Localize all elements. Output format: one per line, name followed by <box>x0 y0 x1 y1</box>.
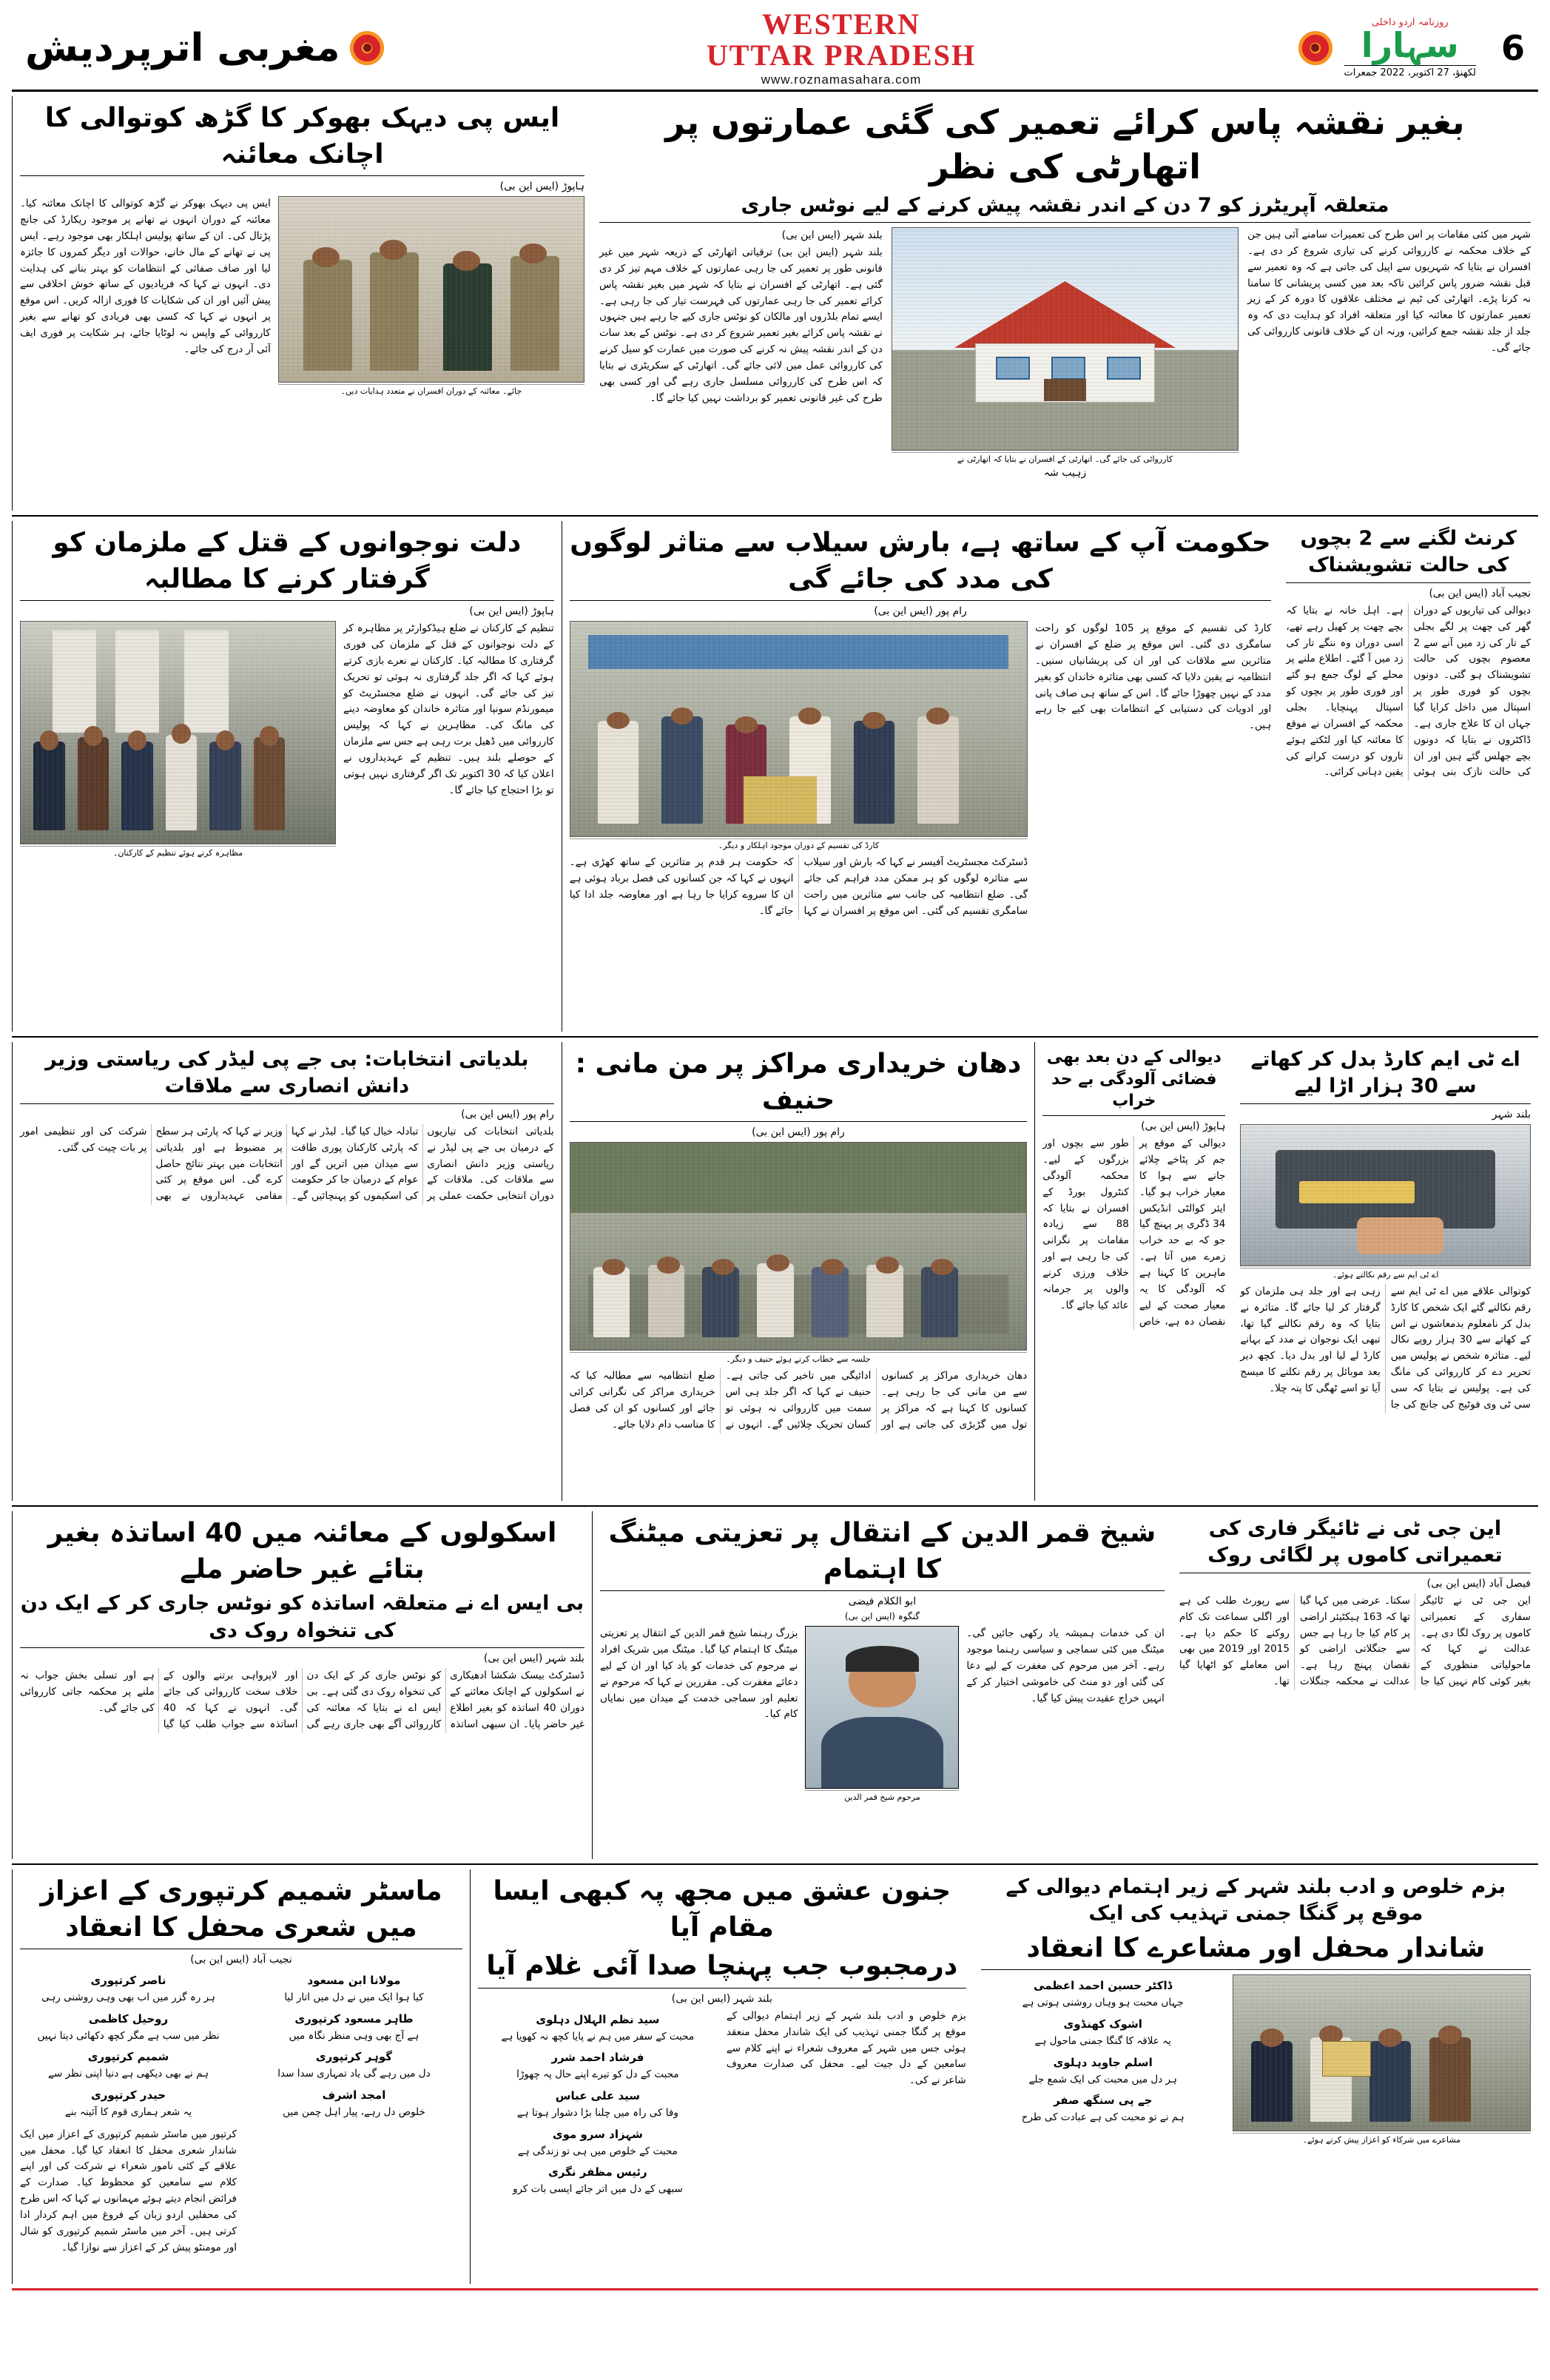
diwali-body: دیوالی کے موقع پر جم کر پٹاخے چلائے جانے سے ہوا کا معیار خراب ہو گیا۔ ایئر کوالٹی انڈیکس 34 ڈگری پر پہنچ گیا جو کہ بے حد خراب زمرے میں آتا ہے۔ ماہرین کا کہنا ہے کہ آلودگی کا یہ معیار صحت کے لیے نقصان دہ ہے، خاص طور سے بچوں اور بزرگوں کے لیے۔ محکمہ آلودگی کنٹرول بورڈ کے افسران نے بتایا کہ 88 سے زیادہ مقامات پر نگرانی کی جا رہی ہے اور خلاف ورزی کرنے والوں پر جرمانہ عائد کیا جائے گا۔ <box>1042 1137 1226 1328</box>
obituary-photo-caption: مرحوم شیخ قمر الدین <box>805 1790 959 1802</box>
poet-name: سید نظم الہلال دہلوی <box>536 2012 660 2026</box>
election-meeting-article <box>12 1042 562 1501</box>
current-body: دیوالی کی تیاریوں کے دوران گھر کی چھت پر لگے بجلی کے تار کی زد میں آنے سے 2 معصوم بچوں کی حالت تشویشناک ہو گئی۔ دونوں بچوں کو فوری طور پر اسپتال میں داخل کرایا گیا جہاں ان کا علاج جاری ہے۔ ڈاکٹروں نے بتایا کہ دونوں بچے جھلس گئے ہیں اور ان کی حالت نازک بنی ہوئی ہے۔ اہل خانہ نے بتایا کہ بچے چھت پر کھیل رہے تھے، اسی دوران وہ ننگے تار کی زد میں آ گئے۔ اطلاع ملنے پر محلے کے لوگ جمع ہو گئے اور فوری طور پر بچوں کو اسپتال پہنچایا۔ بجلی محکمہ کے افسران نے موقع کا معائنہ کیا اور لٹکتے ہوئے تاروں کو درست کرانے کی یقین دہانی کرائی۔ <box>1286 604 1531 779</box>
poet-verse: محبت کے سفر میں ہم نے پایا کچھ نہ کھویا ہے <box>501 2030 695 2043</box>
poet-name: سید علی عباس <box>555 2089 640 2103</box>
atm-byline: بلند شہر <box>1492 1108 1531 1120</box>
police-photo-caption: جائے۔ معائنہ کے دوران افسران نے متعدد ہدایات دیں۔ <box>278 384 584 396</box>
shami-body: کرتپور میں ماسٹر شمیم کرتپوری کے اعزاز میں ایک شاندار شعری محفل کا انعقاد کیا گیا۔ محفل میں علاقے کے کئی نامور شعراء نے شرکت کی اور اپنے کلام سے سامعین کو محظوظ کیا۔ صدارت کے فرائض انجام دیتے ہوئے مہمانوں نے کہا کہ اس طرح کی محفلیں اردو زبان کے فروغ میں اہم کردار ادا کرتی ہیں۔ آخر میں ماسٹر شمیم کرتپوری کو شال اور مومنٹو پیش کر کے اعزاز سے نوازا گیا۔ <box>20 2128 237 2253</box>
poet-verse: یہ شعر ہماری قوم کا آئینہ بنے <box>64 2106 192 2119</box>
band-three <box>12 1042 1538 1501</box>
poet-verse: ہے آج بھی وہی منظر نگاہ میں <box>289 2029 419 2042</box>
atm-fraud-article <box>1233 1042 1538 1501</box>
mushaira-award-photo <box>1233 1974 1531 2131</box>
poet-name: طاہر مسعود کرتپوری <box>294 2011 414 2026</box>
atm-card-photo <box>1240 1124 1531 1266</box>
shami-poetry-article <box>12 1869 470 2284</box>
flood-relief-article <box>562 521 1279 1032</box>
protest-photo <box>20 621 336 844</box>
poet-verse: محبت کے دل کو تیرے اپنے حال پہ چھوڑا <box>516 2068 679 2081</box>
poet-verse: ہر رہ گزر میں اب بھی وہی روشنی رہی <box>41 1991 215 2004</box>
police-headline: ایس پی دیہک بھوکر کا گڑھ کوتوالی کا اچانک معائنہ <box>44 103 560 169</box>
shami-poets-list <box>246 1969 462 2256</box>
atm-photo-caption: اے ٹی ایم سے رقم نکالتے ہوئے۔ <box>1240 1268 1531 1280</box>
poet-verse: نظر میں سب ہے مگر کچھ دکھائی دیتا نہیں <box>37 2029 220 2042</box>
band-four <box>12 1511 1538 1859</box>
bottom-red-rule <box>12 2288 1538 2290</box>
poet-verse: یہ علاقہ کا گنگا جمنی ماحول ہے <box>1034 2035 1171 2048</box>
dalit-protest-article <box>12 521 562 1032</box>
flood-body-right: ڈسٹرکٹ مجسٹریٹ آفیسر نے کہا کہ بارش اور سیلاب سے متاثرہ لوگوں کو ہر ممکن مدد فراہم کی جائے گی۔ ضلع انتظامیہ کی جانب سے متاثرین میں راحت سامگری تقسیم کی گئی۔ اس موقع پر افسران نے کہا کہ حکومت ہر قدم پر متاثرین کے ساتھ کھڑی ہے۔ انہوں نے کہا کہ جن کسانوں کی فصل برباد ہوئی ہے ان کا سروے کرایا جا رہا ہے اور معاوضہ جلد ادا کیا جائے گا۔ <box>569 856 1028 917</box>
logo-top-text: روزنامہ اردو داخلی <box>1371 17 1449 28</box>
current-shock-article <box>1278 521 1538 1032</box>
lead-headline: بغیر نقشہ پاس کرائے تعمیر کی گئی عمارتوں پر اتھارٹی کی نظر <box>665 102 1465 186</box>
police-inspection-photo <box>278 196 584 383</box>
dhaan-body: دھان خریداری مراکز پر کسانوں سے من مانی کی جا رہی ہے۔ کسانوں کا کہنا ہے کہ مراکز پر تول میں گڑبڑی کی جاتی ہے اور ادائیگی میں تاخیر کی جاتی ہے۔ حنیف نے کہا کہ اگر جلد ہی اس سمت میں کارروائی نہ ہوئی تو کسان تحریک چلائیں گے۔ انہوں نے ضلع انتظامیہ سے مطالبہ کیا کہ خریداری مراکز کی نگرانی کرائی جائے اور کسانوں کو ان کی فصل کا مناسب دام دلایا جائے۔ <box>569 1370 1028 1431</box>
poet-verse: کیا ہوا ایک میں نے دل میں اتار لیا <box>284 1991 424 2004</box>
ishq-headline-2: درمجبوب جب پہنچا صدا آئی غلام آیا <box>486 1951 958 1982</box>
relief-distribution-photo <box>570 621 1028 837</box>
masthead-english-line2: UTTAR PRADESH <box>706 38 977 73</box>
poet-name: امجد اشرف <box>322 2088 386 2102</box>
masthead <box>12 7 1538 92</box>
masthead-english-line1: WESTERN <box>761 7 921 41</box>
flood-photo-caption: کارڈ کی تقسیم کے دوران موجود اہلکار و دیگر۔ <box>570 838 1028 850</box>
shami-poets-list-2 <box>20 1969 237 2256</box>
mushaira-poets-list <box>981 1974 1225 2145</box>
obituary-byline: ابو الکلام فیضی <box>848 1596 917 1608</box>
diwali-headline: دیوالی کے دن بعد بھی فضائی آلودگی بے حد خراب <box>1046 1048 1222 1111</box>
poet-name: ناصر کرتپوری <box>90 1974 166 1988</box>
ngt-byline: فیصل آباد (ایس این بی) <box>1426 1577 1531 1590</box>
obituary-sub-byline: گنگوہ (ایس این بی) <box>844 1611 920 1622</box>
flood-headline: حکومت آپ کے ساتھ ہے، بارش سیلاب سے متاثر لوگوں کی مدد کی جائے گی <box>570 528 1271 594</box>
poet-name: شہزاد سرو موی <box>552 2127 643 2141</box>
obituary-body-right: بزرگ رہنما شیخ قمر الدین کے انتقال پر تعزیتی میٹنگ کا اہتمام کیا گیا۔ میٹنگ میں شریک افراد نے مرحوم کی خدمات کو یاد کیا اور ان کے لیے دعائے مغفرت کی۔ مقررین نے کہا کہ مرحوم نے تعلیم اور سماجی خدمت کے میدان میں نمایاں کام کیا۔ <box>599 1627 798 1721</box>
poet-verse: وفا کی راہ میں چلنا بڑا دشوار ہوتا ہے <box>516 2107 678 2120</box>
obituary-body-left: ان کی خدمات ہمیشہ یاد رکھی جائیں گی۔ میٹنگ میں کئی سماجی و سیاسی رہنما موجود رہے۔ آخر میں مرحوم کی مغفرت کے لیے دعا کی گئی اور دو منٹ کی خاموشی اختیار کر کے انہیں خراج عقیدت پیش کیا گیا۔ <box>966 1627 1165 1704</box>
flood-byline: رام پور (ایس این بی) <box>874 605 967 618</box>
page-number: 6 <box>1500 27 1525 68</box>
dalit-photo-caption: مظاہرہ کرتے ہوئے تنظیم کے کارکنان۔ <box>20 846 336 858</box>
poet-name: جے پی سنگھ صفر <box>1053 2094 1153 2108</box>
lead-photo-wrap <box>892 227 1239 483</box>
mushaira-headline-1: بزم خلوص و ادب بلند شہر کے زیر اہتمام دیوالی کے موقع پر گنگا جمنی تہذیب کی ایک <box>1005 1875 1506 1926</box>
shami-byline: نجیب آباد (ایس این بی) <box>190 1954 292 1966</box>
school-body: ڈسٹرکٹ بیسک شکشا ادھیکاری نے اسکولوں کے اچانک معائنے کے دوران 40 اساتذہ کو بغیر اطلاع غیر حاضر پایا۔ ان سبھی اساتذہ کو نوٹس جاری کر کے ایک دن کی تنخواہ روک دی گئی ہے۔ بی ایس اے نے بتایا کہ معائنہ کی کارروائی آگے بھی جاری رہے گی اور لاپرواہی برتنے والوں کے خلاف سخت کارروائی کی جائے گی۔ انہوں نے کہا کہ 40 اساتذہ سے جواب طلب کیا گیا ہے اور تسلی بخش جواب نہ ملنے پر محکمہ جاتی کارروائی کی جائے گی۔ <box>20 1670 584 1730</box>
band-two <box>12 521 1538 1032</box>
obituary-headline: شیخ قمر الدین کے انتقال پر تعزیتی میٹنگ کا اہتمام <box>608 1518 1156 1584</box>
masthead-left <box>1298 17 1538 78</box>
ishq-intro: بزم خلوص و ادب بلند شہر کے زیر اہتمام دیوالی کے موقع پر گنگا جمنی تہذیب کی ایک شاندار محفل منعقد ہوئی جس میں شہر کے معروف شعراء نے اپنے کلام سے سامعین کے دل جیت لیے۔ محفل کی صدارت معروف شاعر نے کی۔ <box>726 2009 966 2087</box>
lead-article <box>592 96 1538 511</box>
poet-name: شمیم کرتپوری <box>87 2050 169 2064</box>
poet-name: حیدر کرتپوری <box>90 2088 166 2102</box>
flood-body-mid: کارڈ کی تقسیم کے موقع پر 105 لوگوں کو راحت سامگری دی گئی۔ اس موقع پر ضلع کے افسران نے متاثرین سے ملاقات کی اور ان کی پریشانیاں سنیں۔ انتظامیہ نے یقین دلایا کہ کسی بھی متاثرہ خاندان کو بغیر مدد کے نہیں چھوڑا جائے گا۔ اس کے ساتھ ہی صاف پانی اور ادویات کی دستیابی کے انتظامات بھی کیے جا رہے ہیں۔ <box>1035 622 1272 732</box>
poet-name: ڈاکٹر حسین احمد اعظمی <box>1034 1979 1173 1993</box>
school-headline: اسکولوں کے معائنہ میں 40 اساتذہ بغیر بتائے غیر حاضر ملے <box>47 1518 557 1584</box>
lead-body-mid: شہر میں کئی مقامات پر اس طرح کی تعمیرات سامنے آئی ہیں جن کے خلاف محکمہ نے کارروائی کرنے کی تیاری شروع کر دی ہے۔ افسران نے بتایا کہ شہریوں سے اپیل کی جاتی ہے کہ وہ تعمیر سے قبل نقشہ ضرور پاس کرائیں تاکہ بعد میں کسی پریشانی کا سامنا نہ کرنا پڑے۔ اتھارٹی کی ٹیم نے مختلف علاقوں کا دورہ کر کے زیر تعمیر عمارتوں کا معائنہ کیا اور متعلقہ افراد کو ہدایت دی کہ وہ جلد از جلد نقشہ جمع کرائیں، ورنہ ان کے خلاف قانونی کارروائی کی جائے گی۔ <box>1247 229 1531 354</box>
election-byline: رام پور (ایس این بی) <box>461 1108 554 1120</box>
masthead-urdu-title: مغربی اترپردیش <box>25 25 340 70</box>
poet-verse: دل میں رہے گی یاد تمہاری سدا سدا <box>277 2068 431 2080</box>
logo-date-line: لکھنؤ، 27 اکتوبر، 2022 جمعرات <box>1344 65 1476 78</box>
poet-name: اسلم جاوید دہلوی <box>1053 2055 1153 2069</box>
masthead-english-block <box>699 9 983 87</box>
house-model-photo <box>892 227 1239 451</box>
poet-name: مولانا ابن مسعود <box>307 1974 401 1988</box>
ishq-poets-list <box>478 2008 718 2199</box>
dhaan-article <box>562 1042 1035 1501</box>
dhaan-headline: دھان خریداری مراکز پر من مانی : حنیف <box>575 1049 1022 1115</box>
logo-urdu-text: سہارا <box>1361 25 1459 65</box>
poet-verse: سبھی کے دل میں اتر جائے ایسی بات کرو <box>512 2183 683 2196</box>
obituary-article <box>592 1511 1172 1859</box>
dalit-headline: دلت نوجوانوں کے قتل کے ملزمان کو گرفتار کرنے کا مطالبہ <box>53 528 522 594</box>
ishq-byline: بلند شہر (ایس این بی) <box>671 1992 772 2005</box>
poet-verse: خلوص دل رہے، پیار اہل چمن میں <box>283 2106 425 2119</box>
poet-name: روحیل کاظمی <box>88 2011 169 2026</box>
poet-name: رئیس مظفر نگری <box>548 2165 647 2179</box>
election-headline: بلدیاتی انتخابات: بی جے پی لیڈر کی ریاستی وزیر دانش انصاری سے ملاقات <box>45 1048 529 1098</box>
diwali-byline: ہاپوڑ (ایس این بی) <box>1141 1120 1226 1133</box>
ishq-poetry-article <box>470 1869 974 2284</box>
police-byline: ہاپوڑ (ایس این بی) <box>499 181 584 193</box>
lead-dateline: زہیب شہ <box>1043 467 1087 480</box>
school-subhead: بی ایس اے نے متعلقہ اساتذہ کو نوٹس جاری کر کے ایک دن کی تنخواہ روک دی <box>20 1592 584 1642</box>
mushaira-article <box>974 1869 1538 2284</box>
poet-name: فرشاد احمد شرر <box>551 2051 644 2065</box>
poet-verse: ہم نے تو محبت کی ہے عبادت کی طرح <box>1021 2111 1185 2124</box>
floral-ornament-icon <box>350 31 384 65</box>
poet-name: اشوک کھنڈوی <box>1063 2017 1142 2031</box>
publication-logo <box>1344 17 1476 78</box>
police-inspection-article <box>12 96 592 511</box>
lead-col-left <box>1247 227 1531 483</box>
lead-col-right <box>599 227 883 483</box>
band-lead <box>12 96 1538 511</box>
ngt-body: این جی ٹی نے ٹائیگر سفاری کے تعمیراتی کاموں پر روک لگا دی ہے۔ عدالت نے کہا کہ ماحولیاتی منظوری کے بغیر کوئی کام نہیں کیا جا سکتا۔ عرضی میں کہا گیا تھا کہ 163 ہیکٹیئر اراضی پر کام کیا جا رہا ہے جس سے جنگلاتی اراضی کو نقصان پہنچ رہا ہے۔ عدالت نے محکمہ جنگلات سے رپورٹ طلب کی ہے اور اگلی سماعت تک کام روکنے کا حکم دیا ہے۔ 2015 اور 2019 میں بھی اس معاملے کو اٹھایا گیا تھا۔ <box>1179 1594 1531 1688</box>
poet-name: گوہر کرتپوری <box>315 2050 392 2064</box>
police-body: ایس پی دیہک بھوکر نے گڑھ کوتوالی کا اچانک معائنہ کیا۔ معائنہ کے دوران انہوں نے تھانے پر موجود ریکارڈ کی جانچ پڑتال کی۔ ان کے ساتھ پولیس اہلکار بھی موجود رہے۔ ایس پی نے تھانے کے مال خانے، حوالات اور دیگر کمروں کا جائزہ لیا اور صاف صفائی کے انتظامات کو بہتر بنانے کی ہدایت دی۔ انہوں نے کہا کہ فریادیوں کے ساتھ خوش اخلاقی سے پیش آئیں اور ان کی شکایات کا فوری ازالہ کریں۔ اس موقع پر انہوں نے کہا کہ کسی بھی فریادی کو تھانے سے بغیر کارروائی کے واپس نہ لوٹایا جائے، ہر شکایت پر فوری ایف آئی آر درج کی جائے۔ <box>20 198 271 355</box>
school-byline: بلند شہر (ایس این بی) <box>483 1653 584 1665</box>
sheikh-qamaruddin-portrait <box>805 1626 959 1789</box>
gathering-photo <box>570 1142 1028 1351</box>
shami-headline: ماسٹر شمیم کرتپوری کے اعزاز میں شعری محفل کا انعقاد <box>40 1876 442 1943</box>
lead-byline: بلند شہر (ایس این بی) <box>781 229 883 242</box>
masthead-right <box>12 25 384 70</box>
mushaira-photo-caption: مشاعرے میں شرکاء کو اعزاز پیش کرتے ہوئے۔ <box>1233 2133 1531 2145</box>
lead-photo-caption: کارروائی کی جائے گی۔ اتھارٹی کے افسران نے بتایا کہ اتھارٹی نے <box>892 452 1239 464</box>
poet-verse: ہم نے بھی دیکھی ہے دنیا اپنی نظر سے <box>48 2068 209 2080</box>
ngt-headline: این جی ٹی نے ٹائیگر فاری کی تعمیراتی کاموں پر لگائی روک <box>1207 1517 1503 1567</box>
dhaan-photo-caption: جلسہ سے خطاب کرتے ہوئے حنیف و دیگر۔ <box>570 1352 1028 1364</box>
band-poetry <box>12 1869 1538 2284</box>
dalit-byline: ہاپوڑ (ایس این بی) <box>469 605 554 618</box>
atm-body: کوتوالی علاقے میں اے ٹی ایم سے رقم نکالنے گئے ایک شخص کا کارڈ بدل کر نامعلوم بدمعاشوں نے اس کے کھاتے سے 30 ہزار روپے نکال لیے۔ متاثرہ شخص نے پولیس میں تحریر دے کر کارروائی کی مانگ کی ہے۔ پولیس نے بتایا کہ سی سی ٹی وی فوٹیج کی جانچ کی جا رہی ہے اور جلد ہی ملزمان کو گرفتار کر لیا جائے گا۔ متاثرہ نے بتایا کہ وہ رقم نکالنے گیا تھا، تبھی ایک نوجوان نے مدد کے بہانے کارڈ لے لیا اور بدل دیا۔ کچھ دیر بعد موبائل پر رقم نکلنے کا میسج آیا تو اسے ٹھگی کا پتہ چلا۔ <box>1240 1285 1531 1411</box>
mushaira-headline-2: شاندار محفل اور مشاعرے کا انعقاد <box>1026 1932 1486 1963</box>
current-byline: نجیب آباد (ایس این بی) <box>1429 587 1531 599</box>
poet-verse: ہر دل میں محبت کی ایک شمع جلے <box>1028 2073 1177 2085</box>
dalit-body: تنظیم کے کارکنان نے ضلع ہیڈکوارٹر پر مظاہرہ کر کے دلت نوجوانوں کے قتل کے ملزمان کی فوری گرفتاری کا مطالبہ کیا۔ کارکنان نے نعرے بازی کرتے ہوئے کہا کہ اگر جلد گرفتاری نہ ہوئی تو تحریک تیز کی جائے گی۔ انہوں نے ضلع مجسٹریٹ کو میمورنڈم سونپا اور متاثرہ خاندان کو معاوضہ دینے کی مانگ کی۔ مظاہرین نے کہا کہ پولیس کارروائی میں ڈھیل برت رہی ہے جس سے ملزمان کے حوصلے بلند ہیں۔ تنظیم کے عہدیداروں نے اعلان کیا کہ 30 اکتوبر تک اگر گرفتاری نہیں ہوتی تو بڑا احتجاج کیا جائے گا۔ <box>343 622 554 796</box>
dhaan-byline: رام پور (ایس این بی) <box>752 1126 845 1139</box>
poet-verse: جہاں محبت ہو وہاں روشنی ہوتی ہے <box>1022 1997 1184 2009</box>
current-headline: کرنٹ لگنے سے 2 بچوں کی حالت تشویشناک <box>1300 527 1517 577</box>
masthead-website[interactable]: www.roznamasahara.com <box>761 73 922 87</box>
lead-body-right: بلند شہر (ایس این بی) ترقیاتی اتھارٹی کے ذریعہ شہر میں غیر قانونی طور پر تعمیر کی جا رہی عمارتوں کے خلاف مہم تیز کر دی گئی ہے۔ اتھارٹی کے افسران نے بتایا کہ شہر میں بغیر نقشہ پاس کرائے تعمیر کی جا رہی عمارتوں کی فہرست تیار کی جا رہی ہے۔ ایسے تمام بلڈروں اور مالکان کو نوٹس جاری کیے جا رہے ہیں جنہوں نے نقشہ پاس کرائے بغیر تعمیر شروع کر دی ہے۔ نوٹس کے بعد سات دن کے اندر نقشہ پیش نہ کرنے کی صورت میں عمارت کو سیل کرنے کی کارروائی عمل میں لائی جائے گی۔ اتھارٹی کے سکریٹری نے بتایا کہ اس طرح کی کارروائی مسلسل جاری رہے گی اور کسی بھی طرح کی غیر قانونی تعمیر کو برداشت نہیں کیا جائے گا۔ <box>599 246 883 404</box>
school-inspection-article <box>12 1511 592 1859</box>
diwali-pollution-article <box>1034 1042 1233 1501</box>
floral-ornament-icon-left <box>1298 31 1332 65</box>
atm-headline: اے ٹی ایم کارڈ بدل کر کھاتے سے 30 ہزار اڑا لیے <box>1250 1048 1520 1098</box>
ishq-headline-1: جنون عشق میں مجھ پہ کبھی ایسا مقام آیا <box>493 1876 951 1943</box>
poet-verse: محبت کے خلوص میں ہی تو زندگی ہے <box>517 2145 678 2157</box>
ngt-article <box>1172 1511 1538 1859</box>
lead-subhead: متعلقہ آپریٹرز کو 7 دن کے اندر نقشہ پیش کرنے کے لیے نوٹس جاری <box>741 193 1389 217</box>
election-body: بلدیاتی انتخابات کی تیاریوں کے درمیان بی جے پی لیڈر نے ریاستی وزیر دانش انصاری سے ملاقات کی۔ ملاقات کے دوران انتخابی حکمت عملی پر تبادلہ خیال کیا گیا۔ لیڈر نے کہا کہ پارٹی کارکنان پوری طاقت سے میدان میں اتریں گے اور عوام کے درمیان جا کر حکومت کی اسکیموں کو پہنچائیں گے۔ وزیر نے کہا کہ پارٹی ہر سطح پر مضبوط ہے اور بلدیاتی انتخابات میں بہتر نتائج حاصل کرے گی۔ اس موقع پر کئی مقامی عہدیداروں نے بھی شرکت کی اور تنظیمی امور پر بات چیت کی گئی۔ <box>20 1125 554 1203</box>
